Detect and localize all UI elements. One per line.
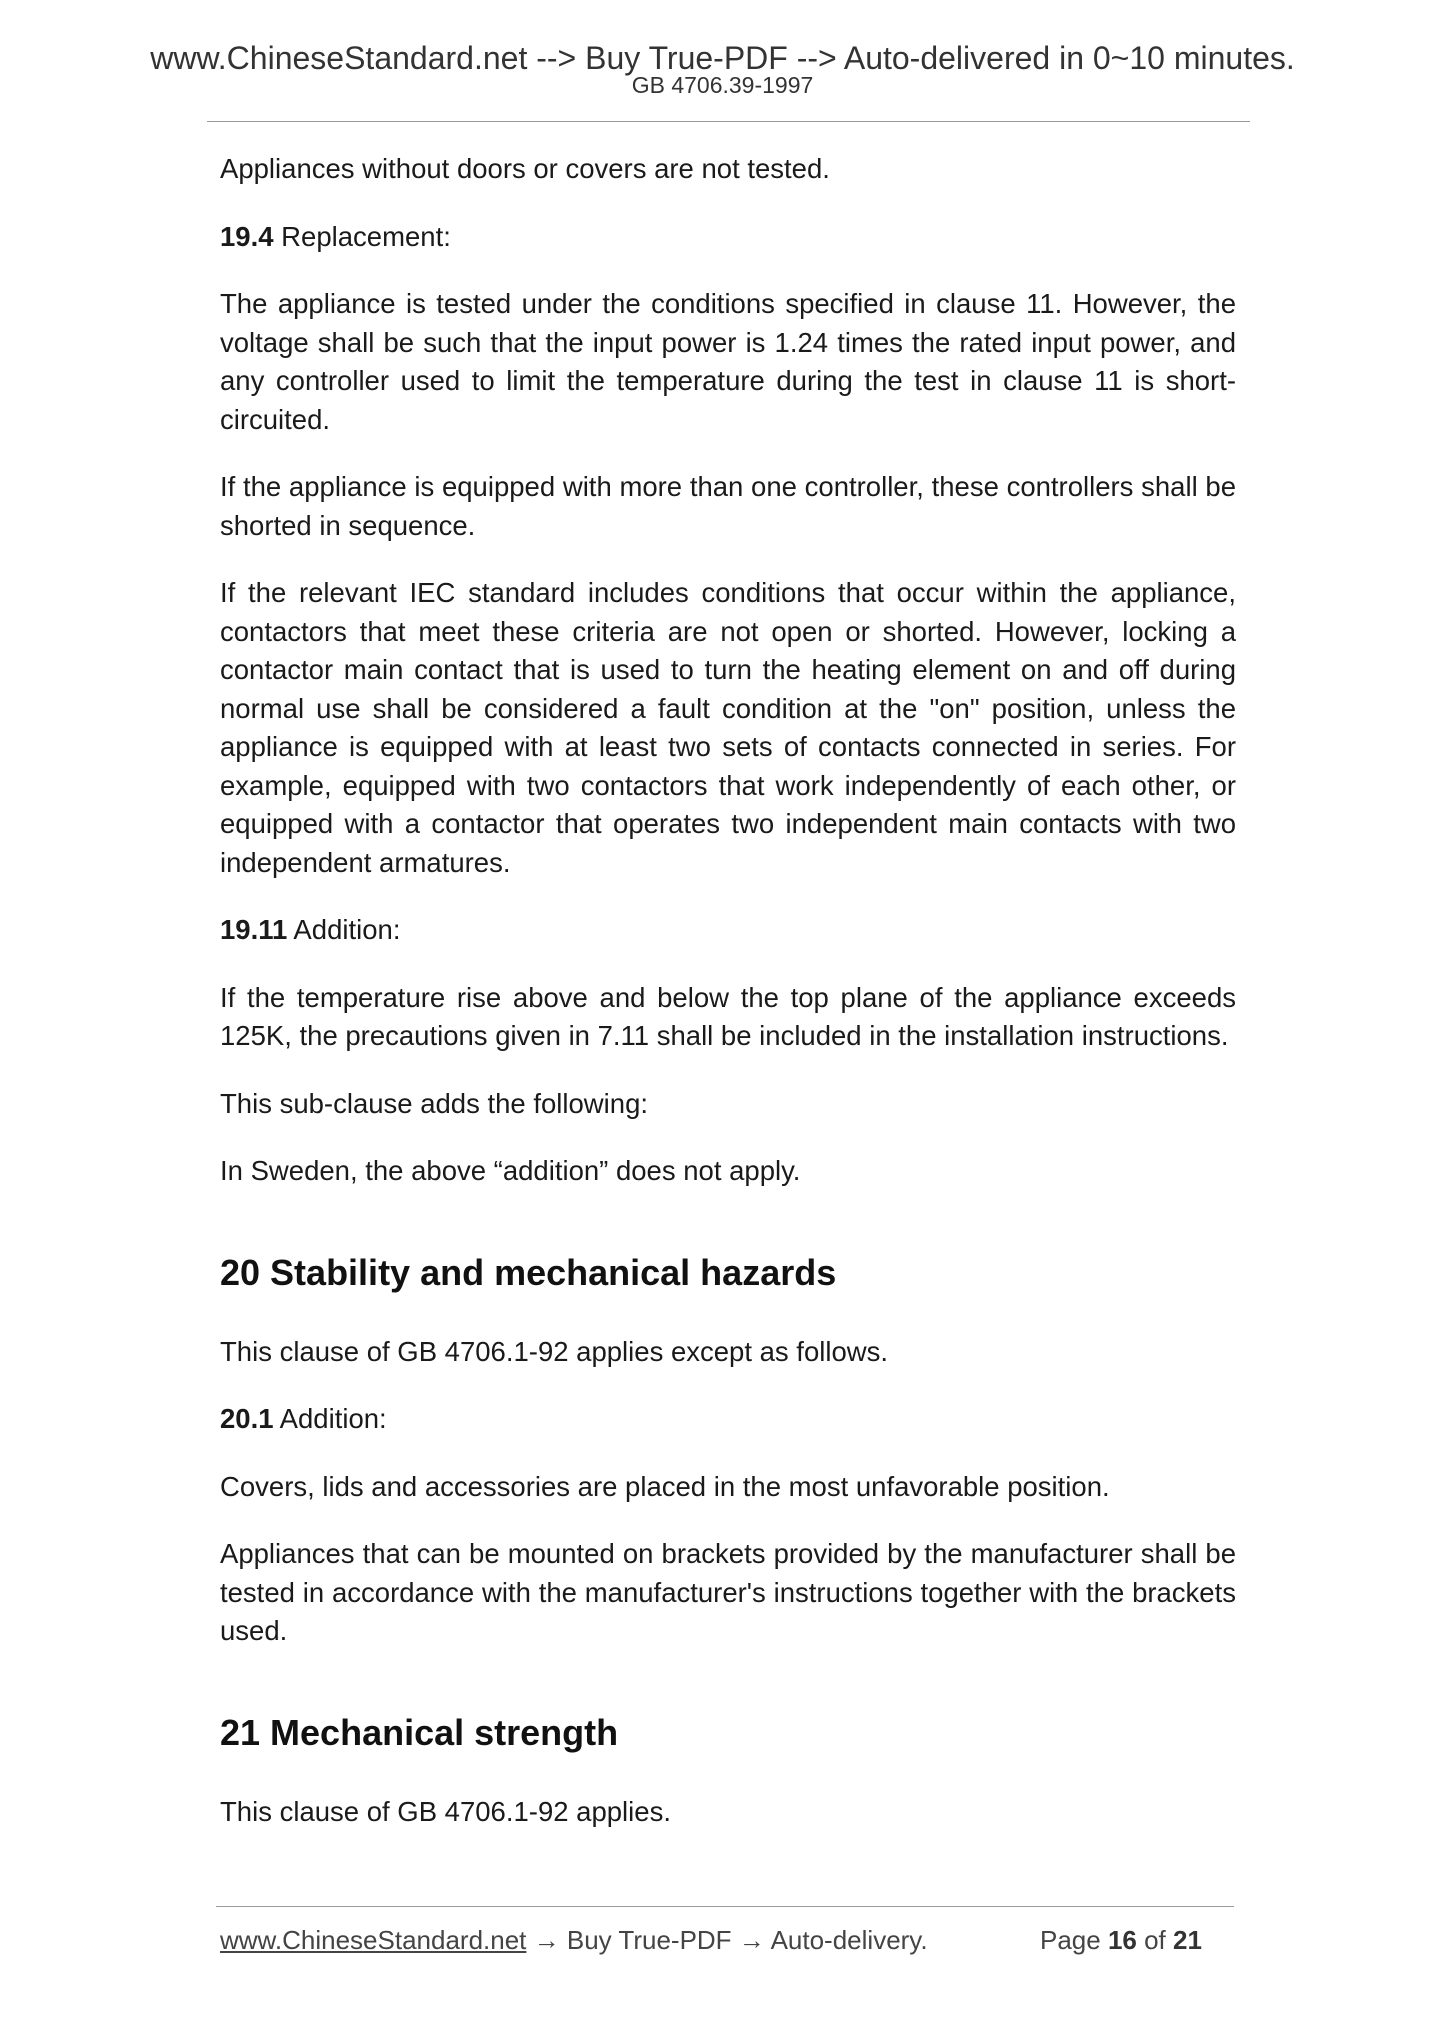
paragraph-clause-applies-except: This clause of GB 4706.1-92 applies except as follows. — [220, 1335, 889, 1367]
paragraph-sub-clause-adds: This sub-clause adds the following: — [220, 1087, 649, 1119]
paragraph-temperature-rise: If the temperature rise above and below the top plane of the appliance exceeds 125K, the precautions given in 7.11 shall be included in the installation instructions. — [220, 981, 1236, 1051]
clause-label: Replacement: — [273, 220, 451, 252]
paragraph-brackets: Appliances that can be mounted on brackets provided by the manufacturer shall be tested in accordance with the manufacturer's instructions together with the brackets used. — [220, 1538, 1236, 1646]
clause-number: 19.11 — [220, 914, 288, 945]
section-20-heading: 20 Stability and mechanical hazards — [220, 1251, 837, 1293]
total-page-count: 21 — [1173, 1925, 1202, 1955]
page-label: Page — [1040, 1925, 1108, 1955]
current-page-number: 16 — [1107, 1925, 1137, 1955]
footer-promo — [220, 1924, 928, 1956]
document-body — [220, 150, 1236, 1860]
paragraph-doors-covers: Appliances without doors or covers are not tested. — [220, 153, 830, 184]
of-label: of — [1136, 1925, 1174, 1955]
footer-divider — [216, 1906, 1234, 1907]
header-divider — [207, 121, 1250, 122]
clause-label: Addition: — [273, 1403, 387, 1434]
document-id: GB 4706.39-1997 — [631, 72, 814, 98]
page-indicator — [1040, 1924, 1202, 1956]
clause-19-11-heading — [220, 911, 1236, 950]
clause-number: 20.1 — [220, 1403, 274, 1434]
clause-number: 19.4 — [220, 220, 274, 252]
footer-promo-text: → Buy True-PDF → Auto-delivery. — [526, 1925, 928, 1955]
footer-website-link[interactable]: www.ChineseStandard.net — [220, 1925, 527, 1955]
section-21-heading: 21 Mechanical strength — [220, 1711, 619, 1753]
clause-label: Addition: — [287, 914, 401, 945]
top-banner: www.ChineseStandard.net --> Buy True-PDF --> Auto-delivered in 0~10 minutes. — [150, 40, 1295, 76]
paragraph-controllers: If the appliance is equipped with more than one controller, these controllers shall be shorted in sequence. — [220, 471, 1236, 541]
paragraph-clause-applies: This clause of GB 4706.1-92 applies. — [220, 1795, 671, 1827]
paragraph-covers-lids: Covers, lids and accessories are placed in the most unfavorable position. — [220, 1470, 1110, 1502]
clause-19-4-heading — [220, 218, 1236, 257]
paragraph-sweden: In Sweden, the above “addition” does not apply. — [220, 1155, 801, 1186]
clause-20-1-heading — [220, 1400, 1236, 1439]
paragraph-test-conditions: The appliance is tested under the conditions specified in clause 11. However, the voltage shall be such that the input power is 1.24 times the rated input power, and any controller used to limit the temperature during the test in clause 11 is short-circuited. — [220, 288, 1236, 435]
paragraph-contactors: If the relevant IEC standard includes conditions that occur within the appliance, contactors that meet these criteria are not open or shorted. However, locking a contactor main contact that is used to turn the heating element on and off during normal use shall be considered a fault condition at the "on" position, unless the appliance is equipped with at least two sets of contacts connected in series. For example, equipped with two contactors that work independently of each other, or equipped with a contactor that operates two independent main contacts with two independent armatures. — [220, 577, 1236, 878]
